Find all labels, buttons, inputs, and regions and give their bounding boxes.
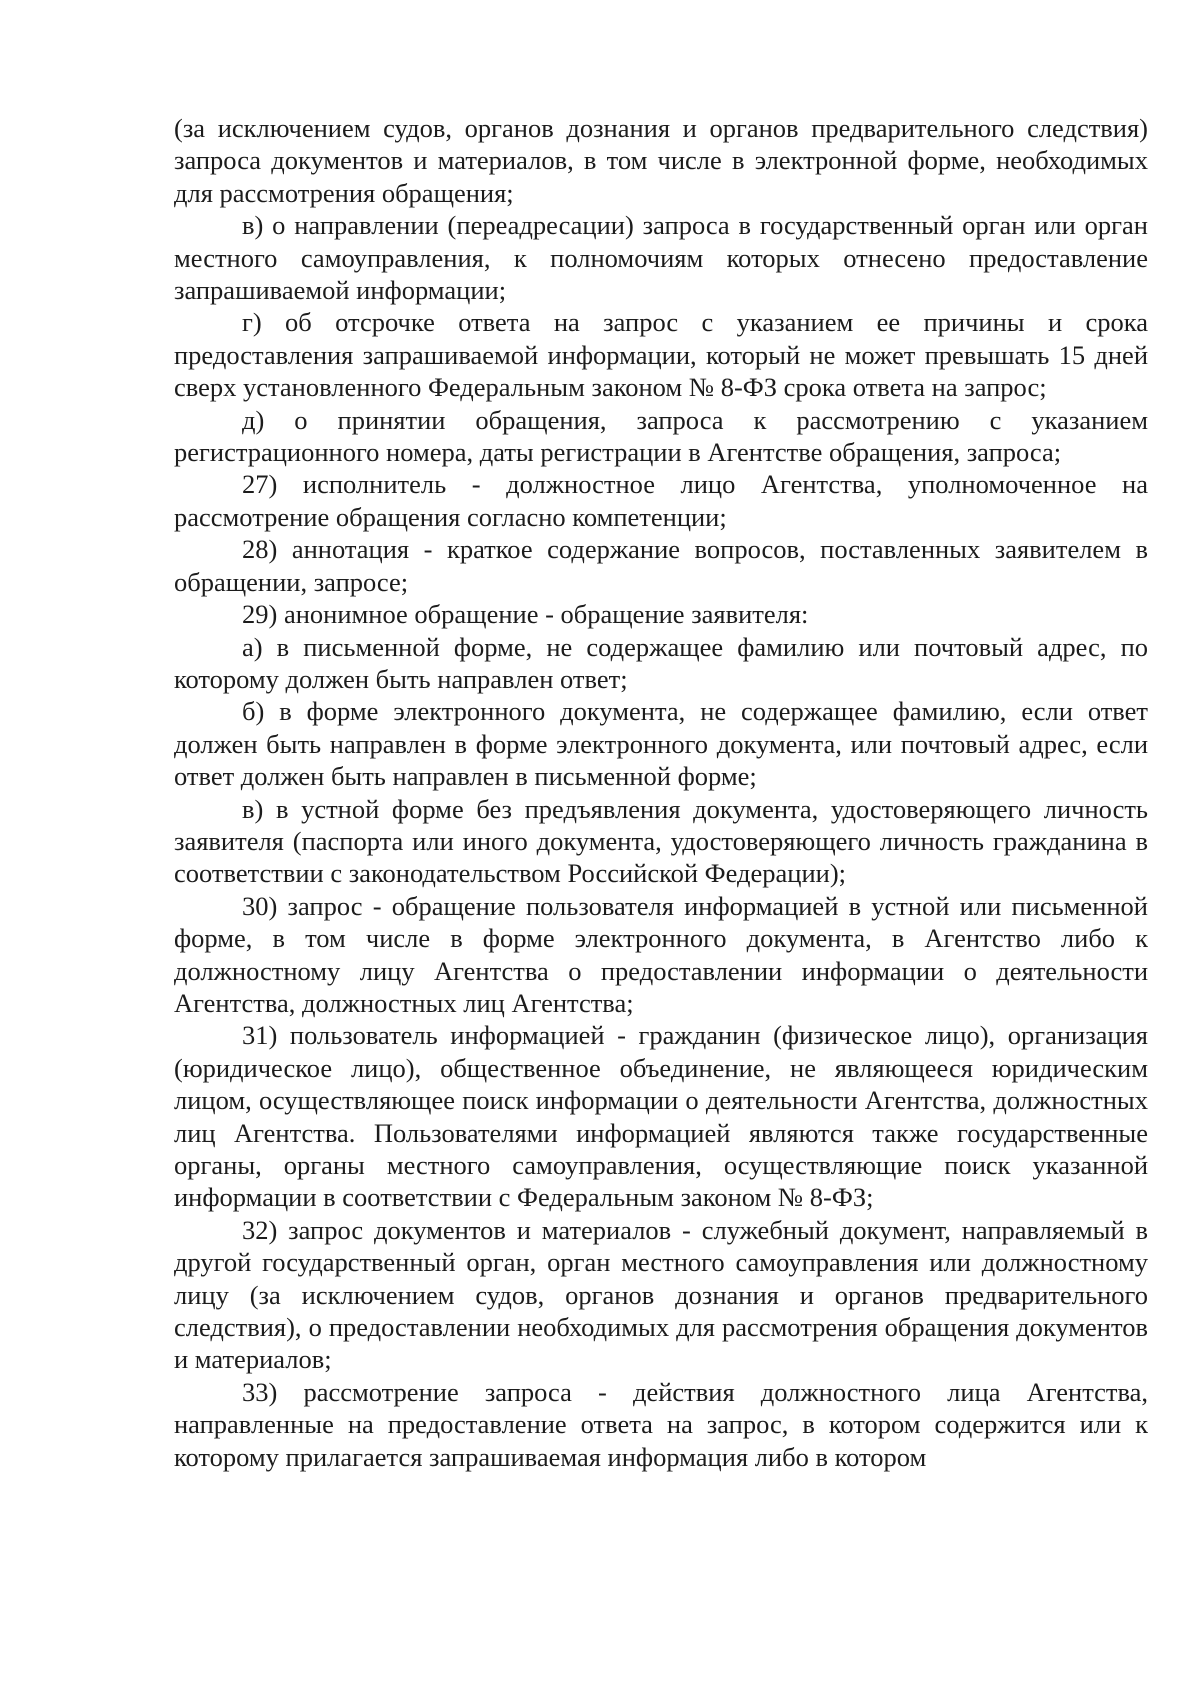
paragraph-29-b-electronic: б) в форме электронного документа, не содержащее фамилию, если ответ должен быть направлен в форме электронного документа, или почтовый адрес, если ответ должен быть направлен в письменной форме; (174, 696, 1148, 792)
paragraph-33-request-review: 33) рассмотрение запроса - действия должностного лица Агентства, направленные на предоставление ответа на запрос, в котором содержится или к которому прилагается запрашиваемая информация либо в котором (174, 1376, 1148, 1472)
paragraph-31-information-user: 31) пользователь информацией - гражданин (физическое лицо), организация (юридическое лицо), общественное объединение, не являющееся юридическим лицом, осуществляющее поиск информации о деятельности Агентства, должностных лиц Агентства. Пользователями информацией являются также государственные органы, органы местного самоуправления, осуществляющие поиск указанной информации в соответствии с Федеральным законом № 8-ФЗ; (174, 1020, 1148, 1213)
paragraph-item-v-redirect: в) о направлении (переадресации) запроса в государственный орган или орган местного самоуправления, к полномочиям которых отнесено предоставление запрашиваемой информации; (174, 210, 1148, 306)
paragraph-32-document-request: 32) запрос документов и материалов - служебный документ, направляемый в другой государственный орган, орган местного самоуправления или должностному лицу (за исключением судов, органов дознания и органов предварительного следствия), о предоставлении необходимых для рассмотрения обращения документов и материалов; (174, 1214, 1148, 1375)
paragraph-27-executor: 27) исполнитель - должностное лицо Агентства, уполномоченное на рассмотрение обращения согласно компетенции; (174, 469, 1148, 532)
document-page (174, 112, 1148, 1473)
paragraph-item-d-acceptance: д) о принятии обращения, запроса к рассмотрению с указанием регистрационного номера, даты регистрации в Агентстве обращения, запроса; (174, 404, 1148, 468)
paragraph-continuation: (за исключением судов, органов дознания и органов предварительного следствия) запроса документов и материалов, в том числе в электронной форме, необходимых для рассмотрения обращения; (174, 113, 1148, 208)
paragraph-item-g-deferral: г) об отсрочке ответа на запрос с указанием ее причины и срока предоставления запрашиваемой информации, который не может превышать 15 дней сверх установленного Федеральным законом № 8-ФЗ срока ответа на запрос; (174, 307, 1148, 403)
paragraph-30-request: 30) запрос - обращение пользователя информацией в устной или письменной форме, в том числе в форме электронного документа, в Агентство либо к должностному лицу Агентства о предоставлении информации о деятельности Агентства, должностных лиц Агентства; (174, 890, 1148, 1018)
paragraph-29-anonymous: 29) анонимное обращение - обращение заявителя: (242, 599, 809, 630)
paragraph-28-annotation: 28) аннотация - краткое содержание вопросов, поставленных заявителем в обращении, запросе; (174, 534, 1148, 597)
paragraph-29-v-oral: в) в устной форме без предъявления документа, удостоверяющего личность заявителя (паспорта или иного документа, удостоверяющего личность гражданина в соответствии с законодательством Российской Федерации); (174, 793, 1148, 889)
paragraph-29-a-written: а) в письменной форме, не содержащее фамилию или почтовый адрес, по которому должен быть направлен ответ; (174, 631, 1148, 694)
